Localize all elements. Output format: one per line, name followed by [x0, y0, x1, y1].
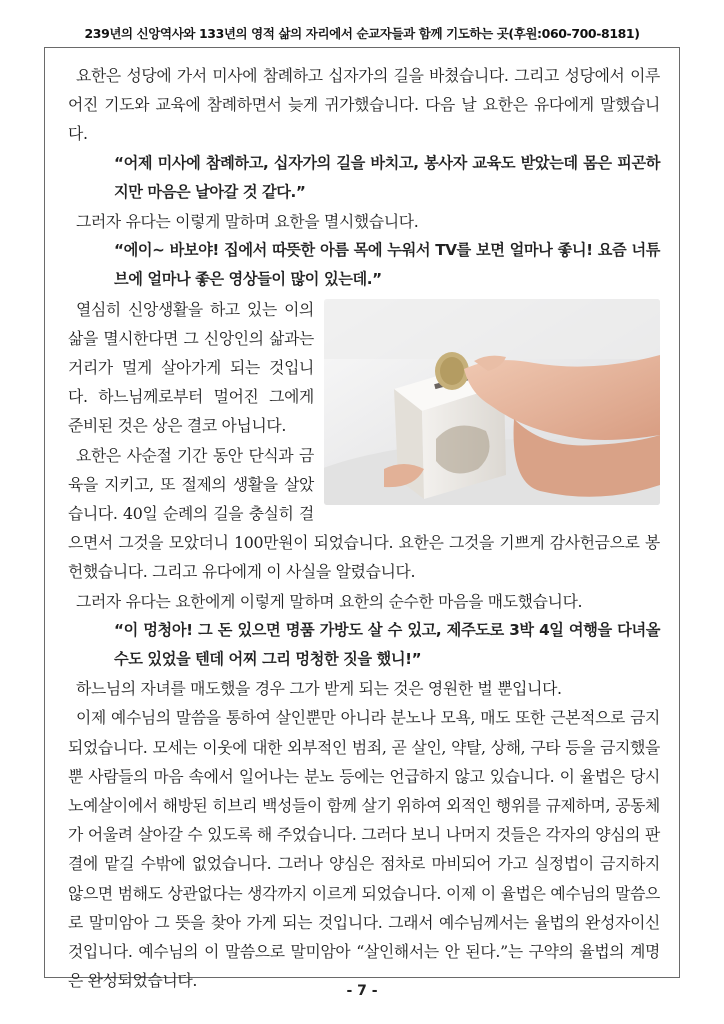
coin-donation-illustration: [324, 299, 660, 505]
paragraph-6: 하느님의 자녀를 매도했을 경우 그가 받게 되는 것은 영원한 벌 뿐입니다.: [76, 679, 562, 699]
article-body: [68, 61, 660, 996]
paragraph-7: 이제 예수님의 말씀을 통하여 살인뿐만 아니라 분노나 모욕, 매도 또한 근본적으로 금지되었습니다. 모세는 이웃에 대한 외부적인 범죄, 곧 살인, 약탈, 상해, 구타 등을 금지했을 뿐 사람들의 마음 속에서 일어나는 분노 등에는 언급하지 않고 있습니다. 이 율법은 당시 노예살이에서 해방된 히브리 백성들이 함께 살기 위하여 외적인 행위를 규제하며, 공동체가 어울려 살아갈 수 있도록 해 주었습니다. 그러다 보니 나머지 것들은 각자의 양심의 판결에 맡길 수밖에 없었습니다. 그러나 양심은 점차로 마비되어 가고 실정법이 금지하지 않으면 범해도 상관없다는 생각까지 이르게 되었습니다. 이제 이 율법은 예수님의 말씀으로 말미암아 그 뜻을 찾아 가게 되는 것입니다. 그래서 예수님께서는 율법의 완성자이신 것입니다. 예수님의 이 말씀으로 말미암아 “살인해서는 안 된다.”는 구약의 율법의 계명은 완성되었습니다.: [68, 708, 660, 991]
paragraph-1: 요한은 성당에 가서 미사에 참례하고 십자가의 길을 바쳤습니다. 그리고 성당에서 이루어진 기도와 교육에 참례하면서 늦게 귀가했습니다. 다음 날 요한은 유다에게 말했습니다.: [68, 66, 660, 144]
donation-box-photo: [324, 299, 660, 505]
page-number: - 7 -: [346, 983, 378, 999]
paragraph-4: 요한은 사순절 기간 동안 단식과 금육을 지키고, 또 절제의 생활을 살았습니다. 40일 순례의 길을 충실히 걸으면서 그것을 모았더니 100만원이 되었습니다. 요한은 그것을 기쁘게 감사헌금으로 봉헌했습니다. 그리고 유다에게 이 사실을 알렸습니다.: [68, 445, 660, 582]
quote-3: “이 멍청아! 그 돈 있으면 명품 가방도 살 수 있고, 제주도로 3박 4일 여행을 다녀올 수도 있었을 텐데 어찌 그리 멍청한 짓을 했니!”: [114, 620, 660, 669]
quote-2: “에이~ 바보야! 집에서 따뜻한 아름 목에 누워서 TV를 보면 얼마나 좋니! 요즘 너튜브에 얼마나 좋은 영상들이 많이 있는데.”: [114, 241, 660, 289]
paragraph-2: 그러자 유다는 이렇게 말하며 요한을 멸시했습니다.: [76, 212, 419, 232]
page-header: 239년의 신앙역사와 133년의 영적 삶의 자리에서 순교자들과 함께 기도하는 곳(후원:060-700-8181): [84, 26, 640, 41]
paragraph-3: 열심히 신앙생활을 하고 있는 이의 삶을 멸시한다면 그 신앙인의 삶과는 거리가 멀게 살아가게 되는 것입니다. 하느님께로부터 멀어진 그에게 준비된 것은 상은 결코 아닙니다.: [68, 299, 314, 436]
paragraph-5: 그러자 유다는 요한에게 이렇게 말하며 요한의 순수한 마음을 매도했습니다.: [76, 591, 583, 611]
quote-1: “어제 미사에 참례하고, 십자가의 길을 바치고, 봉사자 교육도 받았는데 몸은 피곤하지만 마음은 날아갈 것 같다.”: [114, 153, 660, 201]
